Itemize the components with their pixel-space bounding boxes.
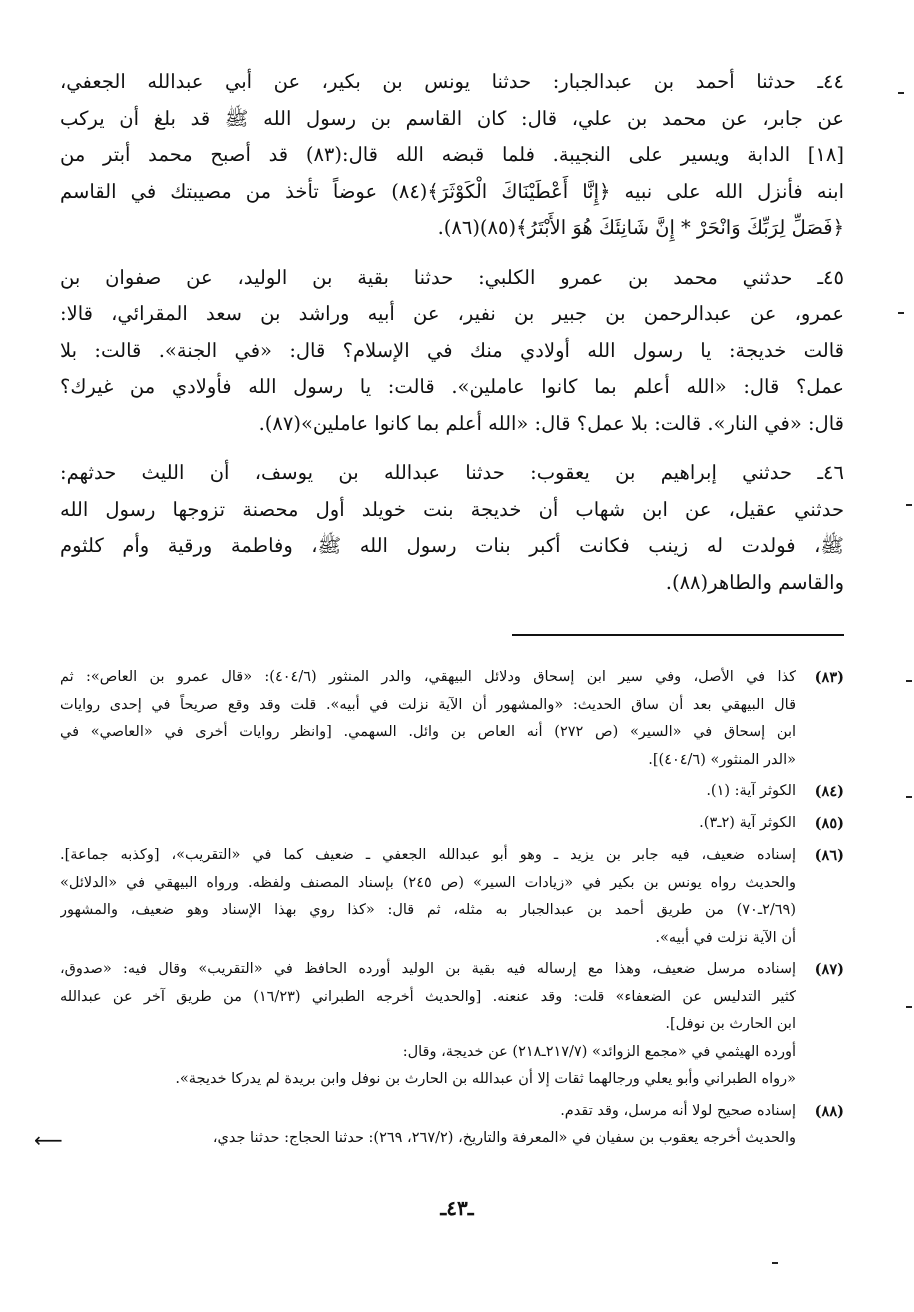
text-line: [١٨] الدابة ويسير على النجيبة. فلما قبضه الله قال:(٨٣) قد أصبح محمد أبتر من bbox=[60, 143, 844, 166]
main-text bbox=[60, 64, 844, 614]
hadith-46 bbox=[60, 455, 844, 601]
footnote-87 bbox=[60, 956, 844, 1094]
footnote-number: (٨٤) bbox=[814, 783, 844, 800]
footnote-number: (٨٨) bbox=[814, 1102, 844, 1120]
footnote-line: الكوثر آية (٢ـ٣). bbox=[699, 815, 796, 831]
text-line: عمرو، عن عبدالرحمن بن جبير بن نفير، عن أبيه وراشد بن سعد المقرائي، قالا: bbox=[60, 302, 844, 325]
margin-mark bbox=[906, 1006, 912, 1008]
text-line: ابنه فأنزل الله على نبيه ﴿إِنَّا أَعْطَيْنَاكَ الْكَوْثَرَ﴾(٨٤) عوضاً تأخذ من مصيبتك في القاسم bbox=[60, 179, 844, 203]
footnote-line: إسناده مرسل ضعيف، وهذا مع إرساله فيه بقية بن الوليد أورده الحافظ في «التقريب» وقال فيه: «صدوق، bbox=[60, 961, 796, 977]
footnote-line: الكوثر آية: (١). bbox=[706, 783, 796, 799]
footnote-body bbox=[60, 664, 796, 774]
footnote-85 bbox=[60, 810, 844, 838]
margin-mark bbox=[906, 504, 912, 506]
text-line: عن جابر، عن محمد بن علي، قال: كان القاسم بن رسول الله ﷺ قد بلغ أن يركب bbox=[60, 106, 844, 130]
text-line: والقاسم والطاهر(٨٨). bbox=[665, 570, 844, 594]
text-line: حدثني عقيل، عن ابن شهاب أن خديجة بنت خويلد أول محصنة تزوجها رسول الله bbox=[60, 497, 844, 521]
text-line: ٤٦ـ حدثني إبراهيم بن يعقوب: حدثنا عبدالله بن يوسف، أن الليث حدثهم: bbox=[60, 461, 844, 484]
footnote-line: «الدر المنثور» (٤٠٤/٦)]. bbox=[648, 751, 796, 768]
footnote-line: ابن إسحاق في «السير» (ص ٢٧٢) أنه العاص بن وائل. السهمي. [وانظر روايات أخرى في «العاصي» في bbox=[60, 724, 796, 740]
footnote-body bbox=[60, 956, 796, 1094]
margin-mark bbox=[906, 796, 912, 798]
footnote-body bbox=[60, 1098, 796, 1153]
footnote-line: «رواه الطبراني وأبو يعلي ورجالهما ثقات إلا أن عبدالله بن الحارث بن نوفل وابن بريدة لم يدركا خديجة». bbox=[175, 1071, 796, 1087]
page-number: ـ٤٣ـ bbox=[440, 1196, 474, 1220]
left-arrow-icon: ⟵ bbox=[34, 1128, 63, 1152]
footnote-number: (٨٥) bbox=[814, 815, 844, 832]
margin-mark bbox=[898, 92, 904, 94]
footnote-line: والحديث رواه يونس بن بكير في «زيادات السير» (ص ٢٤٥) بإسناد المصنف ولفظه. ورواه البيهقي في «الدلائل» bbox=[60, 874, 796, 891]
footnote-body bbox=[60, 778, 796, 806]
footnote-83 bbox=[60, 664, 844, 774]
footnote-line: كثير التدليس عن الضعفاء» قلت: وقد عنعنه. [والحديث أخرجه الطبراني (١٦/٢٣) من طريق آخر عن عبدالله bbox=[60, 988, 796, 1005]
footnote-line: إسناده ضعيف، فيه جابر بن يزيد ـ وهو أبو عبدالله الجعفي ـ ضعيف كما في «التقريب»، [وكذبه جماعة]. bbox=[60, 847, 796, 863]
footnote-86 bbox=[60, 842, 844, 952]
hadith-45 bbox=[60, 260, 844, 443]
footnote-line: إسناده صحيح لولا أنه مرسل، وقد تقدم. bbox=[560, 1102, 796, 1119]
text-line: ٤٥ـ حدثني محمد بن عمرو الكلبي: حدثنا بقية بن الوليد، عن صفوان بن bbox=[60, 265, 844, 289]
text-line: عمل؟ قال: «الله أعلم بما كانوا عاملين». قالت: يا رسول الله فأولادي من غيرك؟ bbox=[60, 375, 844, 398]
footnote-line: كذا في الأصل، وفي سير ابن إسحاق ودلائل البيهقي، والدر المنثور (٤٠٤/٦): «قال عمرو بن العاص»: ثم bbox=[60, 669, 796, 685]
footnote-separator bbox=[512, 634, 844, 636]
text-line: قال: «في النار». قالت: بلا عمل؟ قال: «الله أعلم بما كانوا عاملين»(٨٧). bbox=[258, 411, 844, 435]
margin-mark bbox=[898, 312, 904, 314]
footnote-line: أورده الهيثمي في «مجمع الزوائد» (٢١٧/٧ـ٢١٨) عن خديجة، وقال: bbox=[402, 1043, 796, 1060]
footnote-line: (٢/٦٩ـ٧٠) من طريق أحمد بن عبدالجبار به مثله، ثم قال: «كذا روي بهذا الإسناد وهو ضعيف، والمشهور bbox=[60, 902, 796, 918]
footnote-line: والحديث أخرجه يعقوب بن سفيان في «المعرفة والتاريخ، (٢٦٧/٢، ٢٦٩): حدثنا الحجاج: حدثنا جدي، bbox=[212, 1130, 796, 1146]
footnote-number: (٨٣) bbox=[814, 669, 844, 686]
footnote-number: (٨٧) bbox=[814, 961, 844, 978]
footnote-line: ابن الحارث بن نوفل]. bbox=[665, 1016, 796, 1032]
footnote-number: (٨٦) bbox=[814, 847, 844, 864]
footnote-84 bbox=[60, 778, 844, 806]
text-line: قالت خديجة: يا رسول الله أولادي منك في الإسلام؟ قال: «في الجنة». قالت: بلا bbox=[60, 338, 844, 362]
text-line: ٤٤ـ حدثنا أحمد بن عبدالجبار: حدثنا يونس بن بكير، عن أبي عبدالله الجعفي، bbox=[60, 70, 844, 93]
footnotes bbox=[60, 664, 844, 1157]
margin-mark bbox=[906, 680, 912, 682]
hadith-44 bbox=[60, 64, 844, 247]
footnote-line: أن الآية نزلت في أبيه». bbox=[655, 929, 796, 946]
text-line: ﴿فَصَلِّ لِرَبِّكَ وَانْحَرْ * إِنَّ شَانِئَكَ هُوَ الأَبْتَرُ﴾(٨٥)(٨٦). bbox=[437, 216, 844, 239]
footnote-88 bbox=[60, 1098, 844, 1153]
footnote-body bbox=[60, 810, 796, 838]
text-line: ﷺ، فولدت له زينب فكانت أكبر بنات رسول الله ﷺ، وفاطمة ورقية وأم كلثوم bbox=[60, 534, 844, 557]
footnote-body bbox=[60, 842, 796, 952]
footnote-line: قال البيهقي بعد أن ساق الحديث: «والمشهور أن الآية نزلت في أبيه». قلت وقد وقع صريحاً في إحدى روايات bbox=[60, 696, 796, 713]
margin-mark bbox=[772, 1262, 778, 1264]
